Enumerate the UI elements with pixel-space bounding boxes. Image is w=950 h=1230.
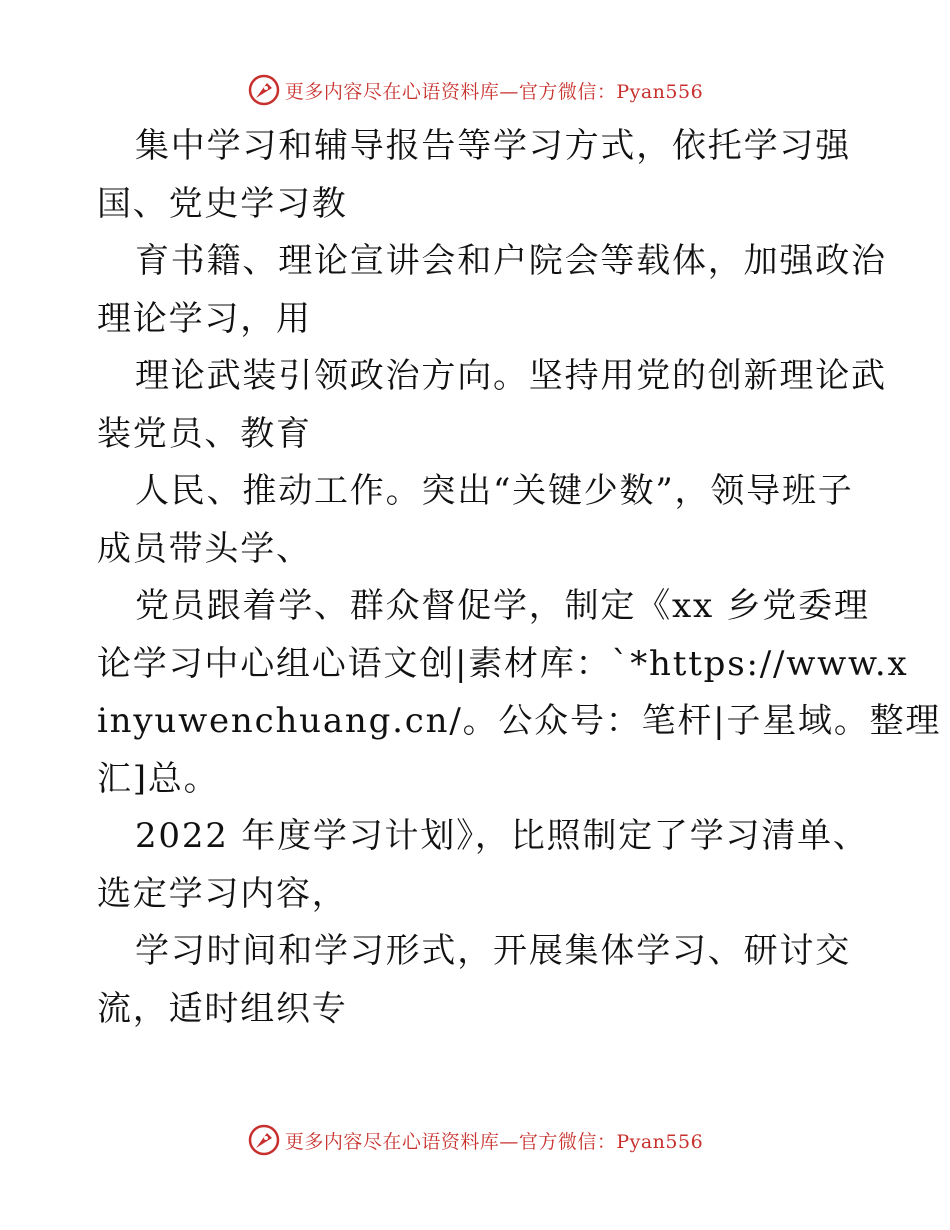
text-line: 成员带头学、 — [97, 528, 312, 569]
text-line: 党员跟着学、群众督促学，制定《xx 乡党委理 — [135, 586, 870, 626]
watermark-text: 更多内容尽在心语资料库—官方微信：Pyan556 — [284, 80, 704, 103]
header-watermark — [0, 70, 950, 110]
text-line: 人民、推动工作。突出“关键少数”，领导班子 — [135, 471, 854, 511]
pen-nib-circle-icon — [247, 1123, 281, 1157]
text-line: inyuwenchuang.cn/。公众号：笔杆|子星域。整理 — [97, 701, 942, 741]
text-line: 学习时间和学习形式，开展集体学习、研讨交 — [135, 931, 851, 971]
text-line: 理论学习，用 — [97, 298, 312, 339]
text-line: 理论武装引领政治方向。坚持用党的创新理论武 — [135, 356, 887, 396]
text-line: 装党员、教育 — [97, 413, 312, 454]
text-line: 汇]总。 — [97, 758, 220, 799]
text-line: 育书籍、理论宣讲会和户院会等载体，加强政治 — [135, 241, 887, 281]
text-line: 2022 年度学习计划》，比照制定了学习清单、 — [135, 816, 869, 856]
text-line: 集中学习和辅导报告等学习方式，依托学习强 — [135, 126, 851, 166]
pen-nib-circle-icon — [247, 73, 281, 107]
text-line: 国、党史学习教 — [97, 183, 348, 224]
footer-watermark — [0, 1120, 950, 1160]
watermark-text: 更多内容尽在心语资料库—官方微信：Pyan556 — [284, 1130, 704, 1153]
text-line: 论学习中心组心语文创|素材库：`*https://www.x — [97, 643, 909, 684]
text-line: 流，适时组织专 — [97, 988, 348, 1029]
text-line: 选定学习内容， — [97, 873, 348, 914]
document-body — [97, 118, 942, 1038]
